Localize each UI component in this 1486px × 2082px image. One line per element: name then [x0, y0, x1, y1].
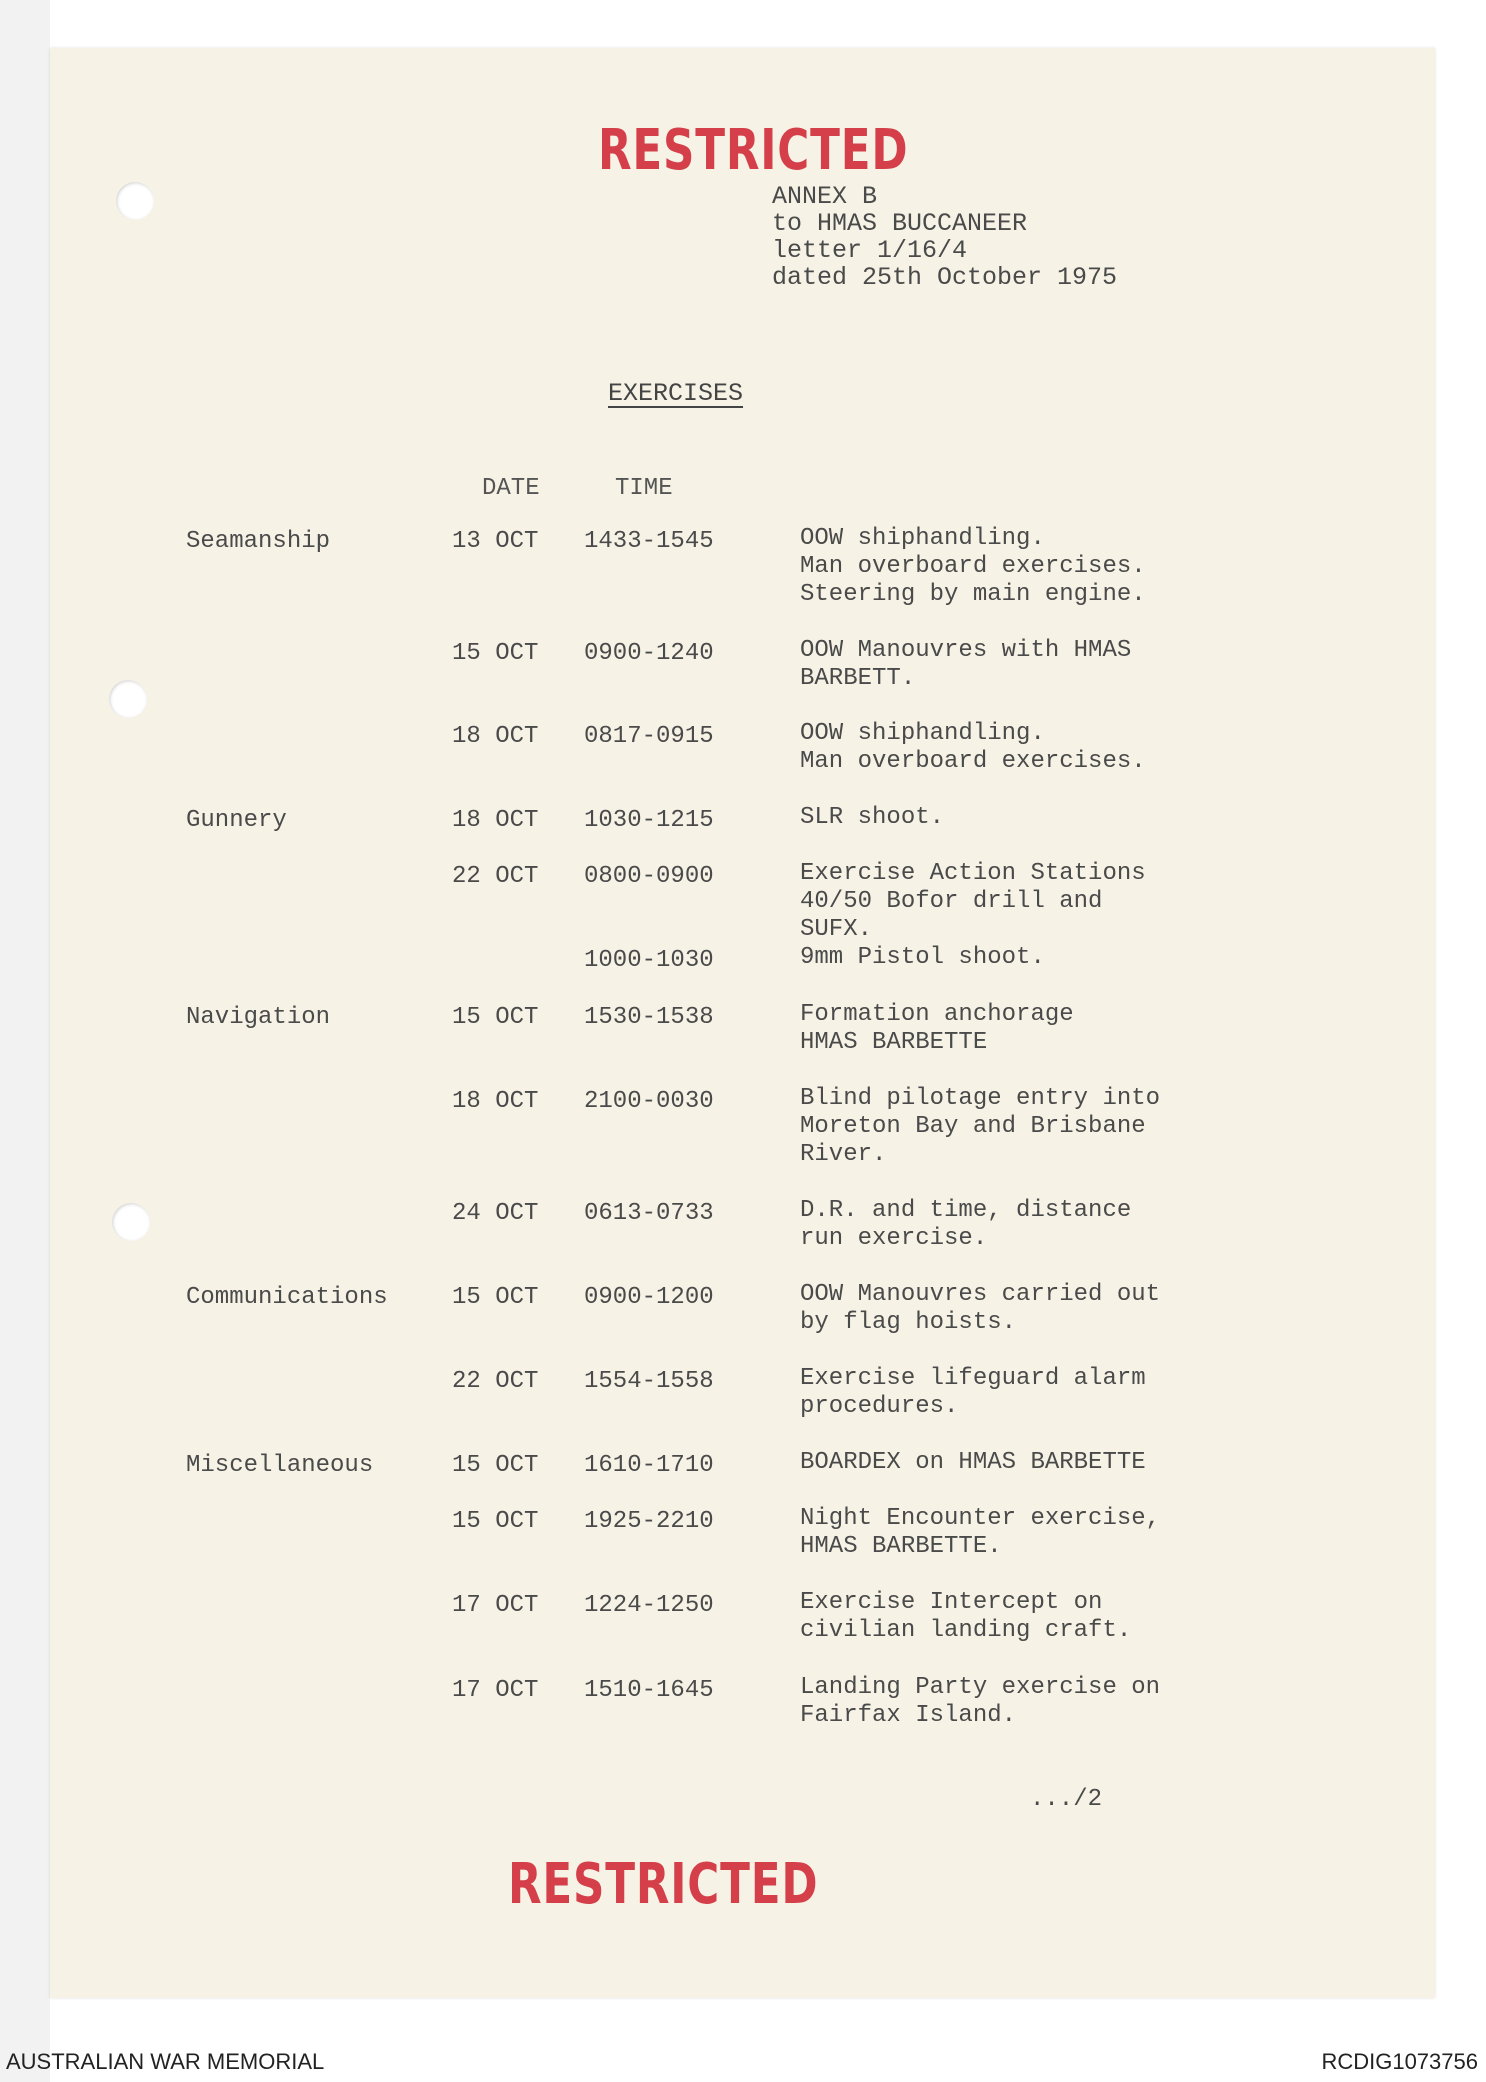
exercise-description-line: procedures.	[800, 1393, 959, 1420]
exercise-date: 15 OCT	[452, 1508, 539, 1535]
exercise-description-line: River.	[800, 1141, 887, 1168]
restricted-stamp-top: RESTRICTED	[598, 118, 909, 183]
punch-hole	[109, 680, 147, 718]
header-line: letter 1/16/4	[772, 236, 968, 265]
exercise-description-line: Exercise Action Stations	[800, 860, 1146, 887]
footer-source: AUSTRALIAN WAR MEMORIAL	[6, 2049, 325, 2074]
exercise-category: Seamanship	[186, 528, 331, 555]
exercise-description-line: BARBETT.	[800, 665, 916, 692]
exercise-description-line: Formation anchorage	[800, 1001, 1074, 1028]
exercise-category: Miscellaneous	[186, 1452, 374, 1479]
exercise-description-line: OOW shiphandling.	[800, 720, 1045, 747]
exercise-category: Gunnery	[186, 807, 287, 834]
punch-hole	[112, 1203, 150, 1241]
exercise-description-line: D.R. and time, distance	[800, 1197, 1132, 1224]
exercise-description-line: HMAS BARBETTE.	[800, 1533, 1002, 1560]
exercise-time: 1510-1645	[584, 1677, 714, 1704]
exercise-time: 1433-1545	[584, 528, 714, 555]
exercise-description-line: 40/50 Bofor drill and	[800, 888, 1103, 915]
exercise-description-line: by flag hoists.	[800, 1309, 1017, 1336]
header-line: dated 25th October 1975	[772, 263, 1118, 292]
exercise-time: 0800-0900	[584, 863, 714, 890]
restricted-stamp-bottom: RESTRICTED	[508, 1852, 819, 1917]
exercise-description-line: Fairfax Island.	[800, 1702, 1017, 1729]
exercise-date: 18 OCT	[452, 807, 539, 834]
exercise-description-line: HMAS BARBETTE	[800, 1029, 988, 1056]
footer-id: RCDIG1073756	[1321, 2049, 1478, 2074]
exercise-description-line: OOW shiphandling.	[800, 525, 1045, 552]
exercise-description-line: civilian landing craft.	[800, 1617, 1132, 1644]
exercise-date: 18 OCT	[452, 1088, 539, 1115]
exercise-description-line: Moreton Bay and Brisbane	[800, 1113, 1146, 1140]
exercise-description-line: Exercise lifeguard alarm	[800, 1365, 1146, 1392]
exercise-category: Navigation	[186, 1004, 331, 1031]
exercise-time: 1554-1558	[584, 1368, 714, 1395]
header-line: to HMAS BUCCANEER	[772, 209, 1028, 238]
exercise-time: 1925-2210	[584, 1508, 714, 1535]
exercise-date: 22 OCT	[452, 1368, 539, 1395]
exercise-date: 15 OCT	[452, 1004, 539, 1031]
exercise-date: 15 OCT	[452, 640, 539, 667]
scan-margin	[0, 0, 50, 2082]
exercise-date: 24 OCT	[452, 1200, 539, 1227]
exercise-description-line: Man overboard exercises.	[800, 748, 1146, 775]
exercise-description-line: OOW Manouvres with HMAS	[800, 637, 1132, 664]
exercise-description-line: Night Encounter exercise,	[800, 1505, 1161, 1532]
exercise-time: 1000-1030	[584, 947, 714, 974]
exercise-date: 17 OCT	[452, 1677, 539, 1704]
page-title: EXERCISES	[608, 379, 744, 408]
exercise-description-line: Landing Party exercise on	[800, 1674, 1161, 1701]
page-continuation: .../2	[1030, 1786, 1103, 1813]
exercise-time: 0900-1240	[584, 640, 714, 667]
annex-header	[772, 183, 1117, 291]
exercise-description-line: SUFX.	[800, 916, 873, 943]
exercise-time: 0817-0915	[584, 723, 714, 750]
exercise-time: 1030-1215	[584, 807, 714, 834]
exercise-time: 0613-0733	[584, 1200, 714, 1227]
exercise-description-line: Steering by main engine.	[800, 581, 1146, 608]
column-header-date: DATE	[482, 475, 540, 502]
exercise-description-line: SLR shoot.	[800, 804, 945, 831]
exercise-date: 13 OCT	[452, 528, 539, 555]
exercise-description-line: Blind pilotage entry into	[800, 1085, 1161, 1112]
exercise-description-line: OOW Manouvres carried out	[800, 1281, 1161, 1308]
exercise-description-line: 9mm Pistol shoot.	[800, 944, 1045, 971]
exercise-description-line: Man overboard exercises.	[800, 553, 1146, 580]
exercise-date: 17 OCT	[452, 1592, 539, 1619]
exercise-time: 0900-1200	[584, 1284, 714, 1311]
exercise-time: 2100-0030	[584, 1088, 714, 1115]
exercise-date: 18 OCT	[452, 723, 539, 750]
header-line: ANNEX B	[772, 182, 878, 211]
exercise-category: Communications	[186, 1284, 388, 1311]
exercise-date: 15 OCT	[452, 1452, 539, 1479]
exercise-time: 1224-1250	[584, 1592, 714, 1619]
exercise-time: 1530-1538	[584, 1004, 714, 1031]
exercise-description-line: Exercise Intercept on	[800, 1589, 1103, 1616]
exercise-date: 15 OCT	[452, 1284, 539, 1311]
exercise-time: 1610-1710	[584, 1452, 714, 1479]
exercise-description-line: run exercise.	[800, 1225, 988, 1252]
column-header-time: TIME	[615, 475, 673, 502]
punch-hole	[116, 182, 154, 220]
exercise-description-line: BOARDEX on HMAS BARBETTE	[800, 1449, 1146, 1476]
exercise-date: 22 OCT	[452, 863, 539, 890]
